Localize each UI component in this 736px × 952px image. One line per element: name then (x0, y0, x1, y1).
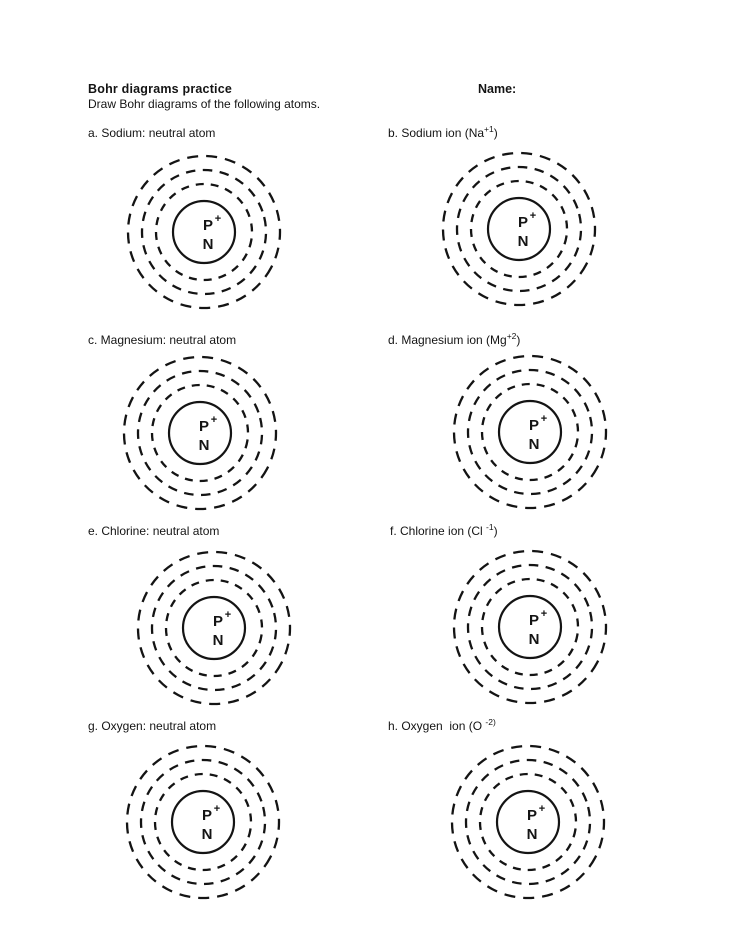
proton-label: P (201, 807, 213, 824)
bohr-diagram (119, 738, 287, 906)
problem-c-diagram (116, 349, 284, 522)
label-text: c. Magnesium: neutral atom (88, 333, 237, 347)
neutron-label: N (528, 436, 540, 453)
proton-charge-sup: + (529, 210, 537, 222)
proton-label: P (198, 418, 210, 435)
problem-e-diagram (130, 544, 298, 717)
label-text-after: ) (516, 333, 521, 347)
problem-label-e (88, 522, 219, 538)
problem-label-h (388, 717, 496, 733)
proton-charge-sup: + (213, 803, 221, 815)
label-text-after: ) (493, 524, 498, 538)
problem-label-c (88, 331, 236, 347)
bohr-diagram (444, 738, 612, 906)
problem-label-g (88, 717, 216, 733)
proton-charge-sup: + (540, 413, 548, 425)
proton-label: P (212, 613, 224, 630)
neutron-label: N (517, 233, 529, 250)
bohr-diagram (446, 543, 614, 711)
neutron-label: N (528, 631, 540, 648)
label-text-after: ) (493, 126, 498, 140)
proton-charge-sup: + (214, 213, 222, 225)
problem-f-diagram (446, 543, 614, 716)
label-text: a. Sodium: neutral atom (88, 126, 216, 140)
proton-charge-sup: + (210, 414, 218, 426)
bohr-diagram (120, 148, 288, 316)
problem-label-a (88, 124, 215, 140)
proton-label: P (528, 417, 540, 434)
problem-label-b (388, 124, 498, 140)
proton-charge-sup: + (538, 803, 546, 815)
bohr-diagram (130, 544, 298, 712)
bohr-diagram (116, 349, 284, 517)
problem-b-diagram (435, 145, 603, 318)
label-text: d. Magnesium ion (Mg (388, 333, 507, 347)
label-superscript: -2) (485, 717, 496, 727)
problem-label-f (390, 522, 498, 538)
proton-label: P (202, 217, 214, 234)
label-text: f. Chlorine ion (Cl (390, 524, 487, 538)
label-superscript: +1 (484, 124, 494, 134)
problem-h-diagram (444, 738, 612, 911)
proton-charge-sup: + (224, 609, 232, 621)
problem-a-diagram (120, 148, 288, 321)
neutron-label: N (526, 826, 538, 843)
worksheet-title: Bohr diagrams practice (88, 82, 233, 96)
label-text: g. Oxygen: neutral atom (88, 719, 217, 733)
label-text: e. Chlorine: neutral atom (88, 524, 220, 538)
label-superscript: +2 (506, 331, 517, 341)
neutron-label: N (212, 632, 224, 649)
label-text: b. Sodium ion (Na (388, 126, 485, 140)
problem-d-diagram (446, 348, 614, 521)
problem-label-d (388, 331, 520, 347)
neutron-label: N (201, 826, 213, 843)
neutron-label: N (198, 437, 210, 454)
label-superscript: -1 (486, 522, 494, 532)
label-text: h. Oxygen ion (O (388, 719, 486, 733)
bohr-diagram (435, 145, 603, 313)
proton-charge-sup: + (540, 608, 548, 620)
instructions: Draw Bohr diagrams of the following atoms. (88, 97, 321, 111)
problem-g-diagram (119, 738, 287, 911)
proton-label: P (517, 214, 529, 231)
name-label: Name: (478, 82, 517, 96)
proton-label: P (528, 612, 540, 629)
bohr-diagram (446, 348, 614, 516)
neutron-label: N (202, 236, 214, 253)
proton-label: P (526, 807, 538, 824)
